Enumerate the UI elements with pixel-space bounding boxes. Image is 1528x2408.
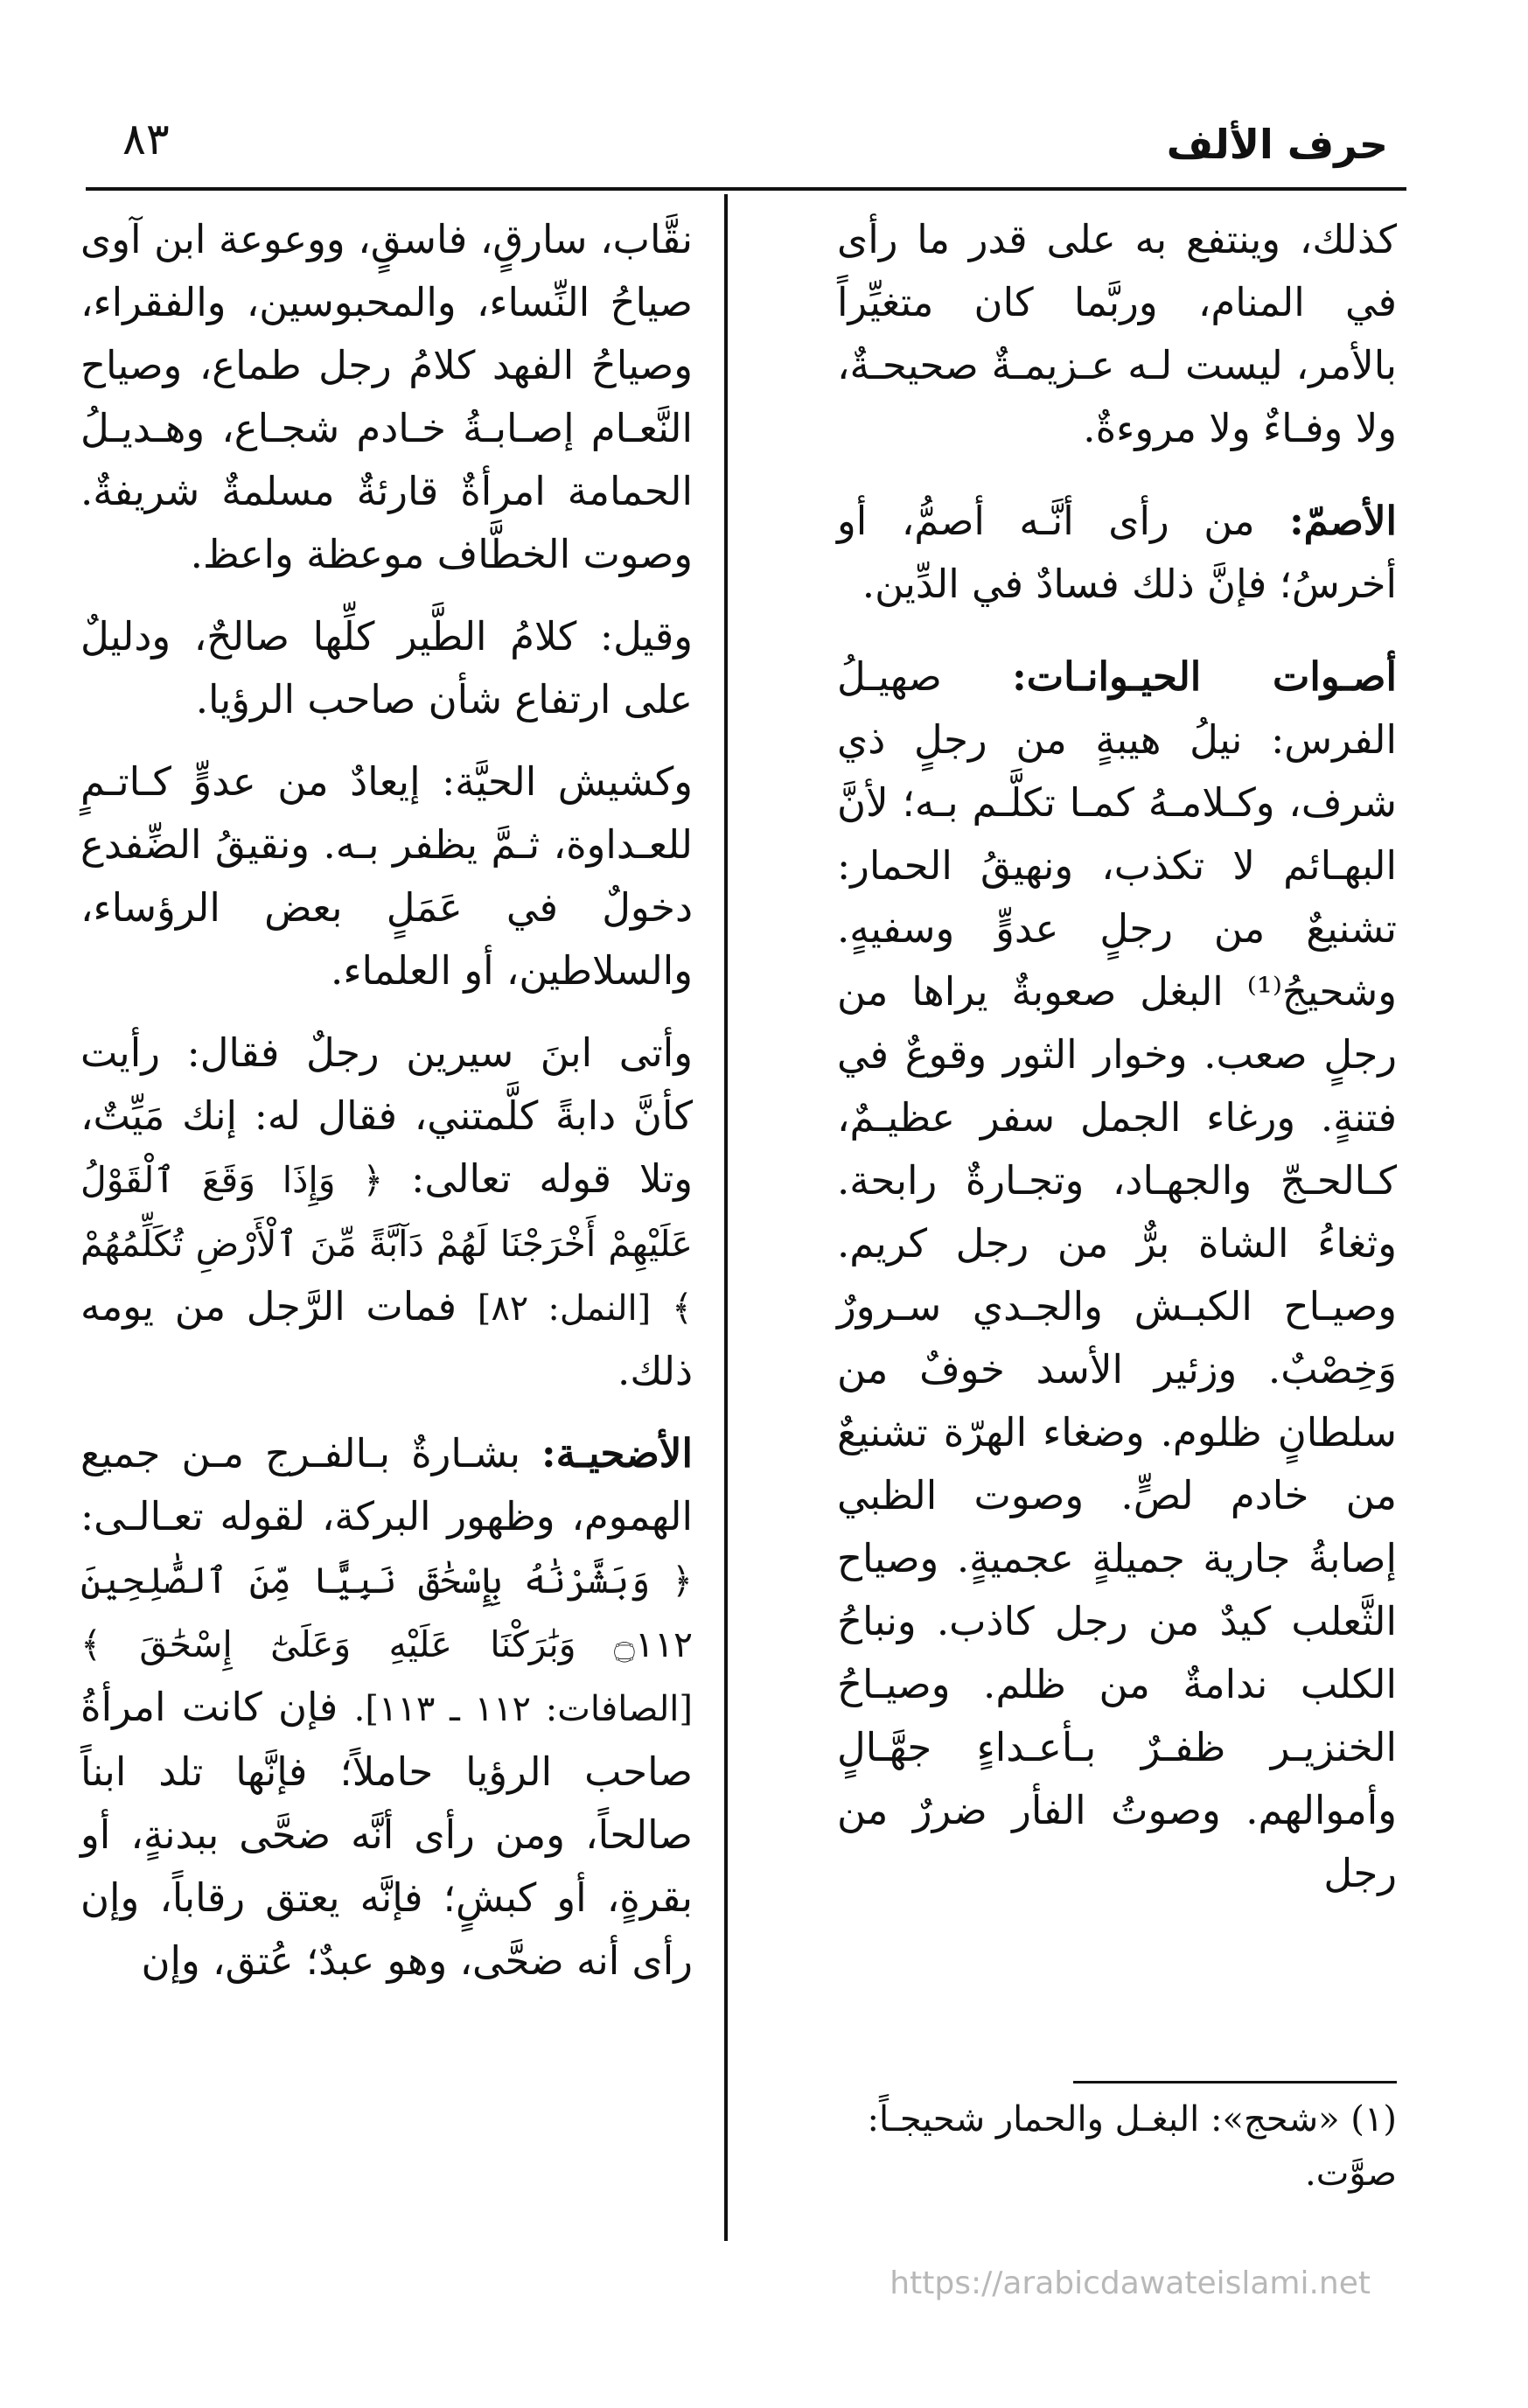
paragraph-text: بشـارةٌ بـالفـرج مـن جميع الهموم، وظهور البركة، لقوله تعـالـى:: [80, 1430, 693, 1539]
paragraph: [80, 750, 693, 1002]
header-rule: [86, 187, 1406, 191]
right-column: [837, 208, 1397, 1924]
chapter-title: حرف الألف: [1166, 121, 1388, 168]
paragraph: [837, 208, 1397, 460]
paragraph: [80, 1422, 693, 1993]
page-number: ٨٣: [122, 114, 170, 164]
paragraph-text: كذلك، وينتفع به على قدر ما رأى في المنام، وربَّما كان متغيِّراً بالأمر، ليست لـه عـزيمـةٌ صحيحـةٌ، ولا وفـاءٌ ولا مروءةٌ.: [837, 216, 1397, 451]
paragraph-text: وقيل: كلامُ الطَّير كلِّها صالحٌ، ودليلٌ على ارتفاع شأن صاحب الرؤيا.: [80, 613, 693, 722]
paragraph: [80, 605, 693, 731]
quran-verse: ﴿ وَبَشَّرْنَٰهُ بِإِسْحَٰقَ نَبِيًّا مِّنَ ٱلصَّٰلِحِينَ ۝١١٢ وَبَٰرَكْنَا عَلَيْهِ وَعَلَىٰٓ إِسْحَٰقَ ﴾: [80, 1560, 693, 1665]
entry-term: الأصمّ:: [1289, 498, 1397, 544]
paragraph: [80, 1022, 693, 1403]
footnote-rule: [1073, 2081, 1397, 2083]
paragraph: [80, 208, 693, 586]
paragraph: [837, 490, 1397, 616]
left-column: [80, 208, 693, 2012]
entry-term: أصـوات الحيـوانـات:: [1012, 653, 1397, 700]
paragraph-text: صهيـلُ الفرس: نيلُ هيبةٍ من رجلٍ ذي شرف، وكـلامـهُ كمـا تكلَّـم بـه؛ لأنَّ البهـائم لا تكذب، ونهيقُ الحمار: تشنيعٌ من رجلٍ عدوٍّ وسفيهٍ. وشحيجُ⁽¹⁾ البغل صعوبةٌ يراها من رجلٍ صعب. وخوار الثور وقوعٌ في فتنةٍ. ورغاء الجمل سفر عظيـمٌ، كـالحـجّ والجهـاد، وتجـارةٌ رابحة. وثغاءُ الشاة برٌّ من رجل كريم. وصيـاح الكبـش والجـدي سـرورٌ وَخِصْبٌ. وزئير الأسد خوفٌ من سلطانٍ ظلوم. وضغاء الهرّة تشنيعٌ من خادم لصٍّ. وصوت الظبي إصابةُ جارية جميلةٍ عجميةٍ. وصياح الثَّعلب كيدٌ من رجل كاذب. ونباحُ الكلب ندامةٌ من ظلم. وصيـاحُ الخنزيـر ظفـرٌ بـأعـداءٍ جهَّـالٍ وأموالهم. وصوتُ الفأر ضررٌ من رجل: [837, 653, 1397, 1896]
quran-verse: ﴿ وَإِذَا وَقَعَ ٱلْقَوْلُ عَلَيْهِمْ أَخْرَجْنَا لَهُمْ دَآبَّةً مِّنَ ٱلْأَرْضِ تُكَلِّمُهُمْ ﴾: [80, 1159, 693, 1329]
footnote: (١) «شحج»: البغـل والحمار شحيجـاً: صوَّت.: [867, 2099, 1397, 2194]
verse-reference: [الصافات: ١١٢ ـ ١١٣].: [353, 1689, 693, 1729]
paragraph: [837, 646, 1397, 1905]
entry-term: الأضحيـة:: [541, 1430, 693, 1476]
paragraph-text: من رأى أنَّـه أصمُّ، أو أخرسُ؛ فإنَّ ذلك فسادٌ في الدِّين.: [837, 498, 1397, 607]
paragraph-text: وأتى ابنَ سيرين رجلٌ فقال: رأيت كأنَّ دابةً كلَّمتني، فقال له: إنك مَيِّتٌ، وتلا قوله تعالى:: [80, 1030, 694, 1202]
paragraph-text: نقَّاب، سارقٍ، فاسقٍ، ووعوعة ابن آوى صياحُ النِّساء، والمحبوسين، والفقراء، وصياحُ الفهد كلامُ رجل طماع، وصياح النَّعـام إصـابـةُ خـادم شجـاع، وهـديـلُ الحمامة امرأةٌ قارئةٌ مسلمةٌ شريفةٌ. وصوت الخطَّاف موعظة واعظ.: [80, 216, 693, 577]
paragraph-text: فإن كانت امرأةُ صاحب الرؤيا حاملاً؛ فإنَّها تلد ابناً صالحاً، ومن رأى أنَّه ضحَّى ببدنةٍ، أو بقرةٍ، أو كبشٍ؛ فإنَّه يعتق رقاباً، وإن رأى أنه ضحَّى، وهو عبدٌ؛ عُتق، وإن: [80, 1684, 693, 1984]
verse-reference: [النمل: ٨٢]: [477, 1288, 652, 1329]
paragraph-text: فمات الرَّجل من يومه ذلك.: [80, 1283, 693, 1394]
column-divider: [724, 194, 728, 2241]
watermark-url: https://arabicdawateislami.net: [890, 2265, 1371, 2301]
paragraph-text: وكشيش الحيَّة: إيعادٌ من عدوٍّ كـاتـمٍ للعـداوة، ثـمَّ يظفر بـه. ونقيقُ الضِّفدع دخولٌ في عَمَلٍ بعض الرؤساء، والسلاطين، أو العلماء.: [80, 758, 693, 994]
